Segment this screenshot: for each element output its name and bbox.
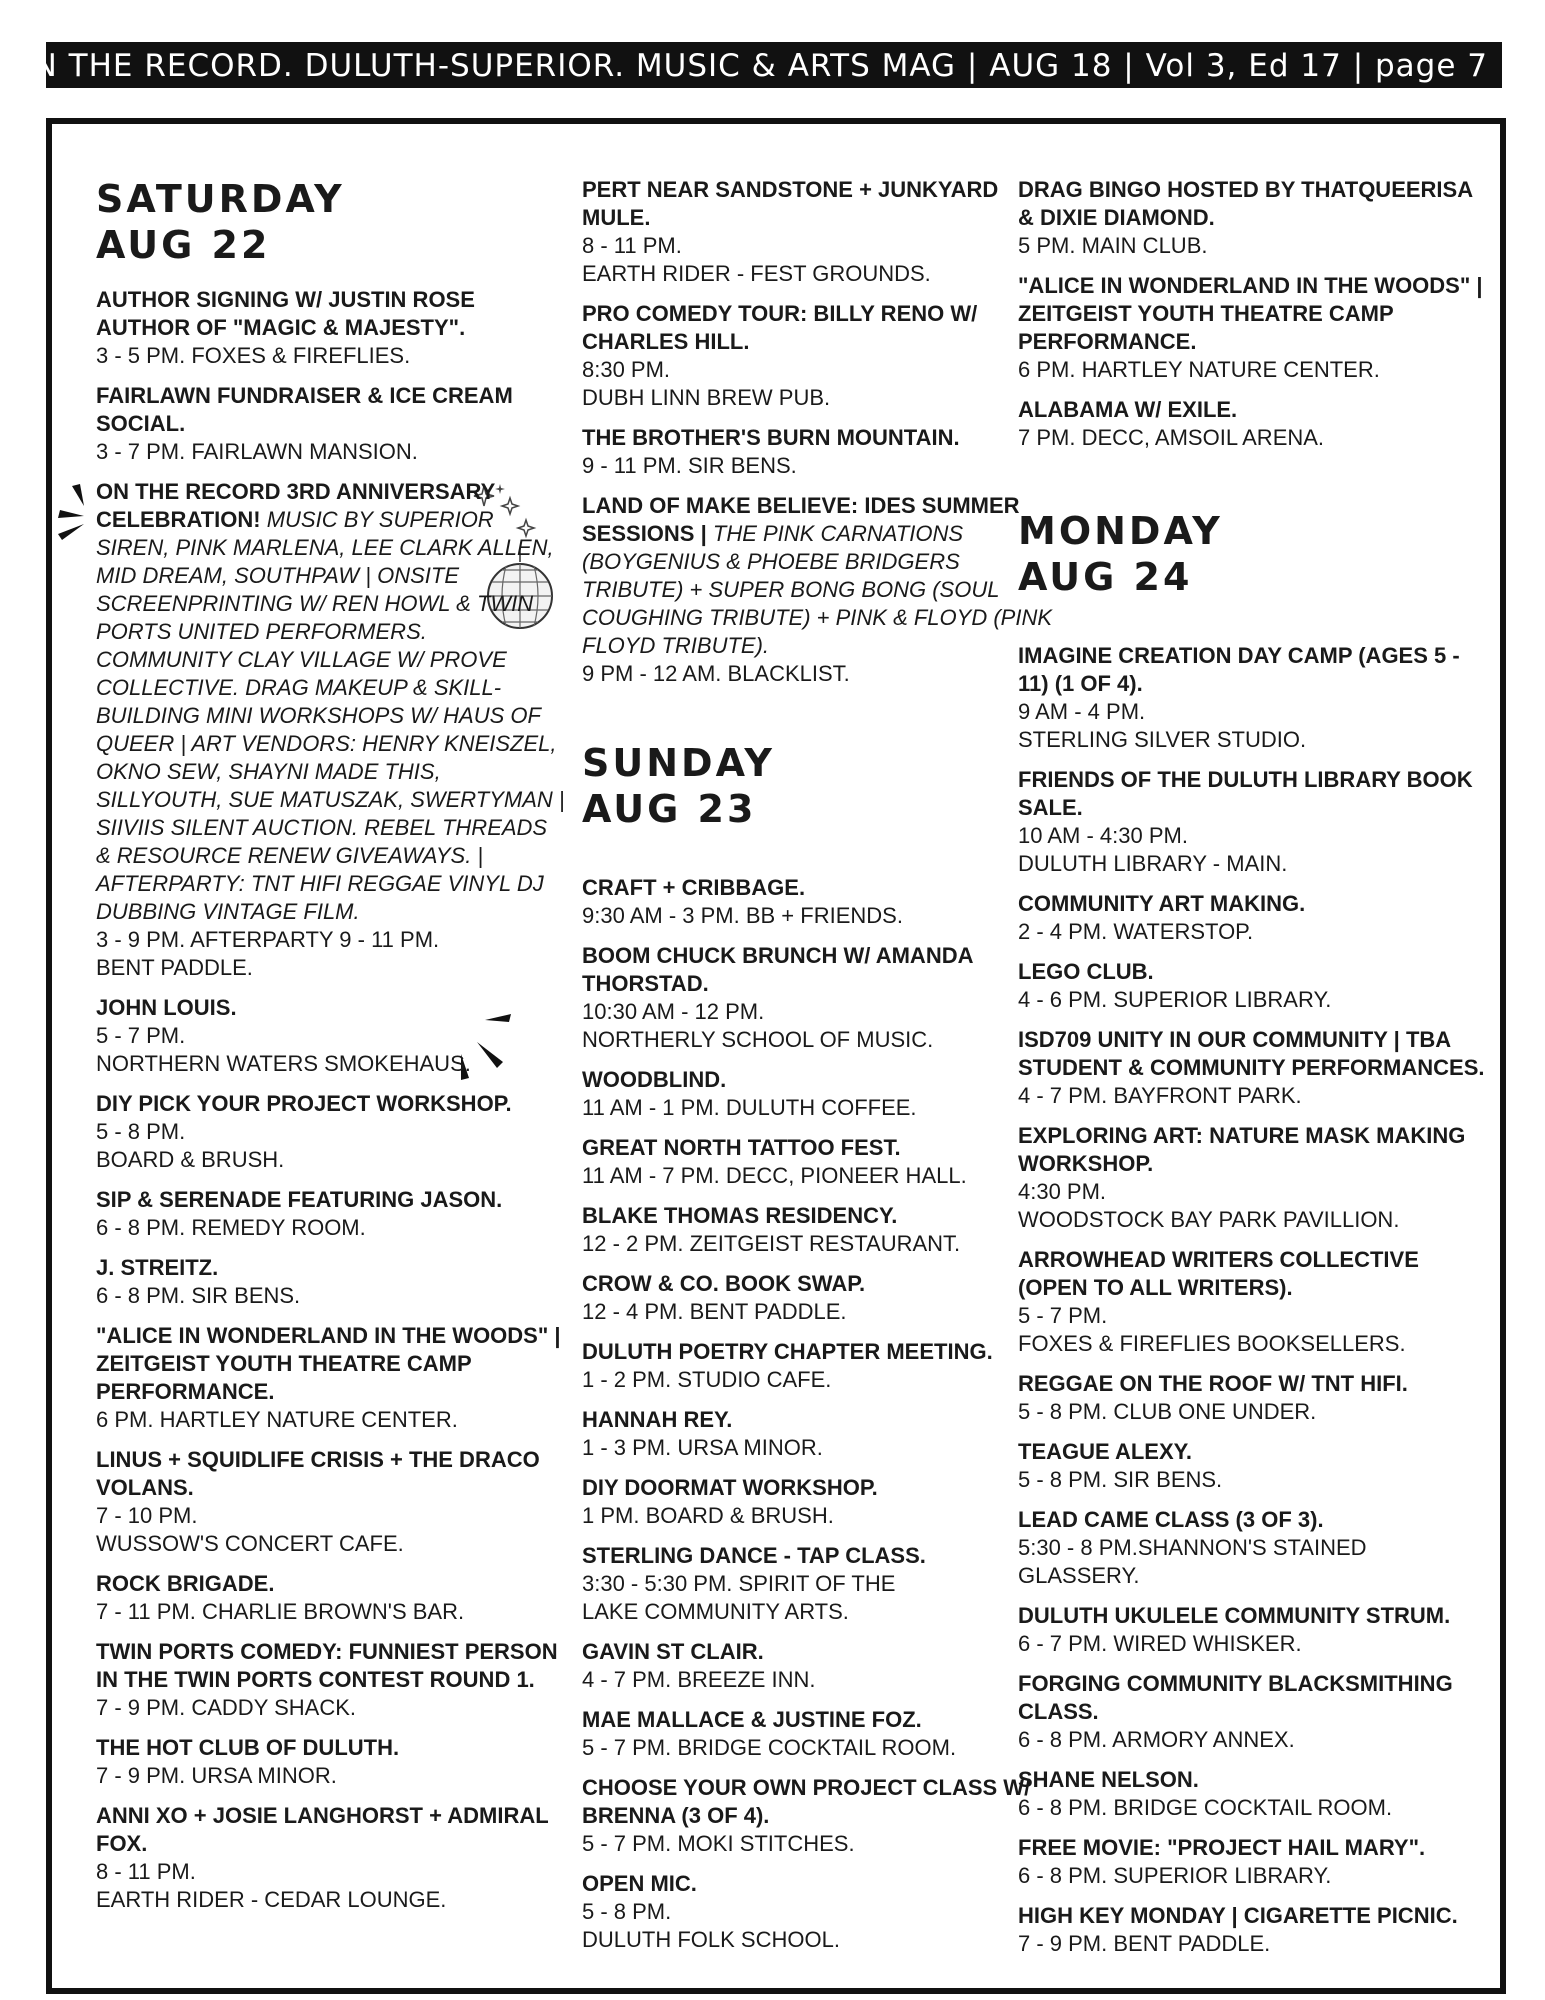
event-listing [582, 1066, 1052, 1122]
event-listing [582, 1474, 1052, 1530]
event-listing [582, 1406, 1052, 1462]
event-title: DULUTH UKULELE COMMUNITY STRUM. [1018, 1603, 1451, 1628]
event-time-venue: 11 AM - 7 PM. DECC, PIONEER HALL. [582, 1163, 967, 1188]
day-name: SATURDAY [96, 177, 345, 221]
event-title: CROW & CO. BOOK SWAP. [582, 1271, 866, 1296]
event-time-venue: 7 - 9 PM. BENT PADDLE. [1018, 1931, 1271, 1956]
event-listing [96, 994, 566, 1078]
day-heading-sunday [582, 740, 1052, 832]
event-time-venue: 9 PM - 12 AM. BLACKLIST. [582, 661, 850, 686]
event-title: THE BROTHER'S BURN MOUNTAIN. [582, 425, 960, 450]
event-list [1018, 642, 1488, 1958]
event-listing [582, 1542, 1052, 1626]
event-title: HANNAH REY. [582, 1407, 733, 1432]
event-time-venue: 10:30 AM - 12 PM. NORTHERLY SCHOOL OF MUSIC. [582, 999, 934, 1052]
event-time-venue: 10 AM - 4:30 PM. DULUTH LIBRARY - MAIN. [1018, 823, 1288, 876]
event-time-venue: 1 - 3 PM. URSA MINOR. [582, 1435, 823, 1460]
event-listing [1018, 1370, 1488, 1426]
event-title: HIGH KEY MONDAY | CIGARETTE PICNIC. [1018, 1903, 1458, 1928]
event-time-venue: 5 - 8 PM. CLUB ONE UNDER. [1018, 1399, 1317, 1424]
event-listing [1018, 1766, 1488, 1822]
event-time-venue: 2 - 4 PM. WATERSTOP. [1018, 919, 1254, 944]
event-time-venue: 6 - 8 PM. REMEDY ROOM. [96, 1215, 366, 1240]
event-title: AUTHOR SIGNING W/ JUSTIN ROSE AUTHOR OF "MAGIC & MAJESTY". [96, 287, 475, 340]
event-listing [96, 1570, 566, 1626]
event-title: WOODBLIND. [582, 1067, 727, 1092]
event-title: J. STREITZ. [96, 1255, 219, 1280]
event-time-venue: 12 - 4 PM. BENT PADDLE. [582, 1299, 847, 1324]
event-title: DULUTH POETRY CHAPTER MEETING. [582, 1339, 993, 1364]
event-title: ALABAMA W/ EXILE. [1018, 397, 1238, 422]
event-list [1018, 176, 1488, 452]
event-listing [96, 1322, 566, 1434]
event-title: ROCK BRIGADE. [96, 1571, 275, 1596]
event-title: THE HOT CLUB OF DULUTH. [96, 1735, 400, 1760]
event-time-venue: 5 - 8 PM. SIR BENS. [1018, 1467, 1223, 1492]
event-time-venue: 4:30 PM. WOODSTOCK BAY PARK PAVILLION. [1018, 1179, 1400, 1232]
event-listing [1018, 272, 1488, 384]
event-listing [1018, 642, 1488, 754]
event-title: GAVIN ST CLAIR. [582, 1639, 764, 1664]
event-title: PRO COMEDY TOUR: BILLY RENO W/ CHARLES HILL. [582, 301, 978, 354]
event-listing [96, 1090, 566, 1174]
event-time-venue: 5 - 7 PM. BRIDGE COCKTAIL ROOM. [582, 1735, 957, 1760]
event-title: EXPLORING ART: NATURE MASK MAKING WORKSHOP. [1018, 1123, 1466, 1176]
event-list [582, 874, 1052, 1954]
event-title: LAND OF MAKE BELIEVE: IDES SUMMER SESSIONS | [582, 493, 1020, 546]
event-title: TWIN PORTS COMEDY: FUNNIEST PERSON IN THE TWIN PORTS CONTEST ROUND 1. [96, 1639, 558, 1692]
event-description: THE PINK CARNATIONS (BOYGENIUS & PHOEBE BRIDGERS TRIBUTE) + SUPER BONG BONG (SOUL COUGHING TRIBUTE) + PINK & FLOYD (PINK FLOYD TRIBUTE). [582, 521, 1053, 658]
event-listing [96, 286, 566, 370]
event-time-venue: 6 - 8 PM. ARMORY ANNEX. [1018, 1727, 1295, 1752]
event-time-venue: 3 - 7 PM. FAIRLAWN MANSION. [96, 439, 418, 464]
event-time-venue: 5 - 7 PM. FOXES & FIREFLIES BOOKSELLERS. [1018, 1303, 1406, 1356]
event-listing [582, 1774, 1052, 1858]
event-time-venue: 7 - 9 PM. CADDY SHACK. [96, 1695, 356, 1720]
event-time-venue: 7 PM. DECC, AMSOIL ARENA. [1018, 425, 1325, 450]
event-title: FORGING COMMUNITY BLACKSMITHING CLASS. [1018, 1671, 1453, 1724]
event-listing [582, 492, 1052, 688]
event-list [582, 176, 1052, 688]
event-time-venue: 6 - 8 PM. BRIDGE COCKTAIL ROOM. [1018, 1795, 1393, 1820]
event-description: MUSIC BY SUPERIOR SIREN, PINK MARLENA, LEE CLARK ALLEN, MID DREAM, SOUTHPAW | ONSITE SCREENPRINTING W/ REN HOWL & TWIN PORTS UNITED PERFORMERS. COMMUNITY CLAY VILLAGE W/ PROVE COLLECTIVE. DRAG MAKEUP & SKILL-BUILDING MINI WORKSHOPS W/ HAUS OF QUEER | ART VENDORS: HENRY KNEISZEL, OKNO SEW, SHAYNI MADE THIS, SILLYOUTH, SUE MATUSZAK, SWERTYMAN | SIIVIIS SILENT AUCTION. REBEL THREADS & RESOURCE RENEW GIVEAWAYS. | AFTERPARTY: TNT HIFI REGGAE VINYL DJ DUBBING VINTAGE FILM. [96, 507, 565, 924]
event-title: ANNI XO + JOSIE LANGHORST + ADMIRAL FOX. [96, 1803, 549, 1856]
event-listing [96, 382, 566, 466]
event-listing [1018, 1506, 1488, 1590]
event-title: PERT NEAR SANDSTONE + JUNKYARD MULE. [582, 177, 999, 230]
event-title: ON THE RECORD 3RD ANNIVERSARY CELEBRATION! [96, 479, 495, 532]
day-date: AUG 23 [582, 787, 757, 831]
event-time-venue: 3:30 - 5:30 PM. SPIRIT OF THE LAKE COMMUNITY ARTS. [582, 1571, 896, 1624]
event-time-venue: 8 - 11 PM. EARTH RIDER - FEST GROUNDS. [582, 233, 931, 286]
event-time-venue: 6 - 8 PM. SIR BENS. [96, 1283, 301, 1308]
event-time-venue: 6 PM. HARTLEY NATURE CENTER. [96, 1407, 458, 1432]
event-title: STERLING DANCE - TAP CLASS. [582, 1543, 926, 1568]
day-name: SUNDAY [582, 741, 775, 785]
event-title: FAIRLAWN FUNDRAISER & ICE CREAM SOCIAL. [96, 383, 513, 436]
event-listing [582, 1338, 1052, 1394]
event-listing [1018, 766, 1488, 878]
event-listing [582, 1706, 1052, 1762]
event-title: DRAG BINGO HOSTED BY THATQUEERISA & DIXIE DIAMOND. [1018, 177, 1473, 230]
event-title: BLAKE THOMAS RESIDENCY. [582, 1203, 898, 1228]
event-time-venue: 7 - 10 PM. WUSSOW'S CONCERT CAFE. [96, 1503, 404, 1556]
event-listing [96, 1638, 566, 1722]
event-listing [582, 424, 1052, 480]
event-listing [1018, 1602, 1488, 1658]
event-time-venue: 8:30 PM. DUBH LINN BREW PUB. [582, 357, 831, 410]
event-time-venue: 11 AM - 1 PM. DULUTH COFFEE. [582, 1095, 917, 1120]
column-middle [582, 176, 1052, 1966]
event-listing [1018, 396, 1488, 452]
event-listing [1018, 890, 1488, 946]
event-listing [1018, 1246, 1488, 1358]
day-date: AUG 24 [1018, 555, 1193, 599]
event-listing [96, 1802, 566, 1914]
event-title: CRAFT + CRIBBAGE. [582, 875, 806, 900]
event-title: REGGAE ON THE ROOF W/ TNT HIFI. [1018, 1371, 1408, 1396]
day-date: AUG 22 [96, 223, 271, 267]
event-time-venue: 6 - 7 PM. WIRED WHISKER. [1018, 1631, 1302, 1656]
event-time-venue: 5 - 8 PM. DULUTH FOLK SCHOOL. [582, 1899, 840, 1952]
event-title: BOOM CHUCK BRUNCH W/ AMANDA THORSTAD. [582, 943, 973, 996]
event-listing [582, 1202, 1052, 1258]
event-listing [582, 1638, 1052, 1694]
event-listing [582, 942, 1052, 1054]
event-title: FRIENDS OF THE DULUTH LIBRARY BOOK SALE. [1018, 767, 1473, 820]
event-time-venue: 5 - 7 PM. NORTHERN WATERS SMOKEHAUS. [96, 1023, 471, 1076]
event-time-venue: 1 PM. BOARD & BRUSH. [582, 1503, 834, 1528]
header-text: ON THE RECORD. DULUTH-SUPERIOR. MUSIC & ARTS MAG | AUG 18 | Vol 3, Ed 17 | page 7 [8, 48, 1488, 84]
event-time-venue: 4 - 6 PM. SUPERIOR LIBRARY. [1018, 987, 1332, 1012]
event-time-venue: 3 - 5 PM. FOXES & FIREFLIES. [96, 343, 411, 368]
event-title: ARROWHEAD WRITERS COLLECTIVE (OPEN TO ALL WRITERS). [1018, 1247, 1419, 1300]
event-time-venue: 5 - 8 PM. BOARD & BRUSH. [96, 1119, 285, 1172]
event-listing [1018, 958, 1488, 1014]
event-time-venue: 1 - 2 PM. STUDIO CAFE. [582, 1367, 832, 1392]
event-title: GREAT NORTH TATTOO FEST. [582, 1135, 901, 1160]
event-list [96, 286, 566, 1914]
event-time-venue: 9 AM - 4 PM. STERLING SILVER STUDIO. [1018, 699, 1307, 752]
day-heading-saturday [96, 176, 566, 268]
header-bar [8, 42, 1502, 88]
event-time-venue: 5 PM. MAIN CLUB. [1018, 233, 1208, 258]
event-time-venue: 12 - 2 PM. ZEITGEIST RESTAURANT. [582, 1231, 961, 1256]
event-time-venue: 9 - 11 PM. SIR BENS. [582, 453, 797, 478]
event-time-venue: 5 - 7 PM. MOKI STITCHES. [582, 1831, 855, 1856]
event-listing [582, 1270, 1052, 1326]
event-title: MAE MALLACE & JUSTINE FOZ. [582, 1707, 922, 1732]
event-time-venue: 7 - 11 PM. CHARLIE BROWN'S BAR. [96, 1599, 465, 1624]
event-title: LEAD CAME CLASS (3 OF 3). [1018, 1507, 1324, 1532]
event-title: LINUS + SQUIDLIFE CRISIS + THE DRACO VOLANS. [96, 1447, 540, 1500]
event-listing [96, 1254, 566, 1310]
event-title: "ALICE IN WONDERLAND IN THE WOODS" | ZEITGEIST YOUTH THEATRE CAMP PERFORMANCE. [1018, 273, 1483, 354]
event-time-venue: 7 - 9 PM. URSA MINOR. [96, 1763, 337, 1788]
event-time-venue: 3 - 9 PM. AFTERPARTY 9 - 11 PM. BENT PADDLE. [96, 927, 440, 980]
column-saturday [96, 176, 566, 1926]
event-title: IMAGINE CREATION DAY CAMP (AGES 5 - 11) (1 OF 4). [1018, 643, 1460, 696]
event-title: OPEN MIC. [582, 1871, 697, 1896]
event-title: LEGO CLUB. [1018, 959, 1154, 984]
event-listing [582, 1870, 1052, 1954]
event-time-venue: 9:30 AM - 3 PM. BB + FRIENDS. [582, 903, 903, 928]
event-title: TEAGUE ALEXY. [1018, 1439, 1192, 1464]
event-time-venue: 4 - 7 PM. BREEZE INN. [582, 1667, 816, 1692]
event-title: FREE MOVIE: "PROJECT HAIL MARY". [1018, 1835, 1426, 1860]
event-listing [1018, 1122, 1488, 1234]
event-listing [1018, 1026, 1488, 1110]
day-name: MONDAY [1018, 509, 1223, 553]
event-listing [582, 1134, 1052, 1190]
event-listing [1018, 176, 1488, 260]
event-listing [1018, 1438, 1488, 1494]
event-time-venue: 8 - 11 PM. EARTH RIDER - CEDAR LOUNGE. [96, 1859, 447, 1912]
event-listing [582, 176, 1052, 288]
event-title: SIP & SERENADE FEATURING JASON. [96, 1187, 503, 1212]
column-right [1018, 176, 1488, 1970]
event-listing [582, 874, 1052, 930]
day-heading-monday [1018, 508, 1488, 600]
event-time-venue: 5:30 - 8 PM.SHANNON'S STAINED GLASSERY. [1018, 1535, 1367, 1588]
event-time-venue: 4 - 7 PM. BAYFRONT PARK. [1018, 1083, 1302, 1108]
event-title: CHOOSE YOUR OWN PROJECT CLASS W/ BRENNA (3 OF 4). [582, 1775, 1031, 1828]
event-listing [1018, 1902, 1488, 1958]
event-time-venue: 6 PM. HARTLEY NATURE CENTER. [1018, 357, 1380, 382]
event-title: "ALICE IN WONDERLAND IN THE WOODS" | ZEITGEIST YOUTH THEATRE CAMP PERFORMANCE. [96, 1323, 561, 1404]
event-title: DIY PICK YOUR PROJECT WORKSHOP. [96, 1091, 512, 1116]
sparkle-burst-icon [58, 484, 94, 550]
event-listing [96, 1186, 566, 1242]
event-title: COMMUNITY ART MAKING. [1018, 891, 1306, 916]
event-listing [96, 1446, 566, 1558]
event-listing [96, 1734, 566, 1790]
event-listing [582, 300, 1052, 412]
event-listing [1018, 1670, 1488, 1754]
event-time-venue: 6 - 8 PM. SUPERIOR LIBRARY. [1018, 1863, 1332, 1888]
event-title: SHANE NELSON. [1018, 1767, 1199, 1792]
event-listing [96, 478, 566, 982]
event-title: JOHN LOUIS. [96, 995, 237, 1020]
event-title: DIY DOORMAT WORKSHOP. [582, 1475, 878, 1500]
event-listing [1018, 1834, 1488, 1890]
event-title: ISD709 UNITY IN OUR COMMUNITY | TBA STUDENT & COMMUNITY PERFORMANCES. [1018, 1027, 1485, 1080]
